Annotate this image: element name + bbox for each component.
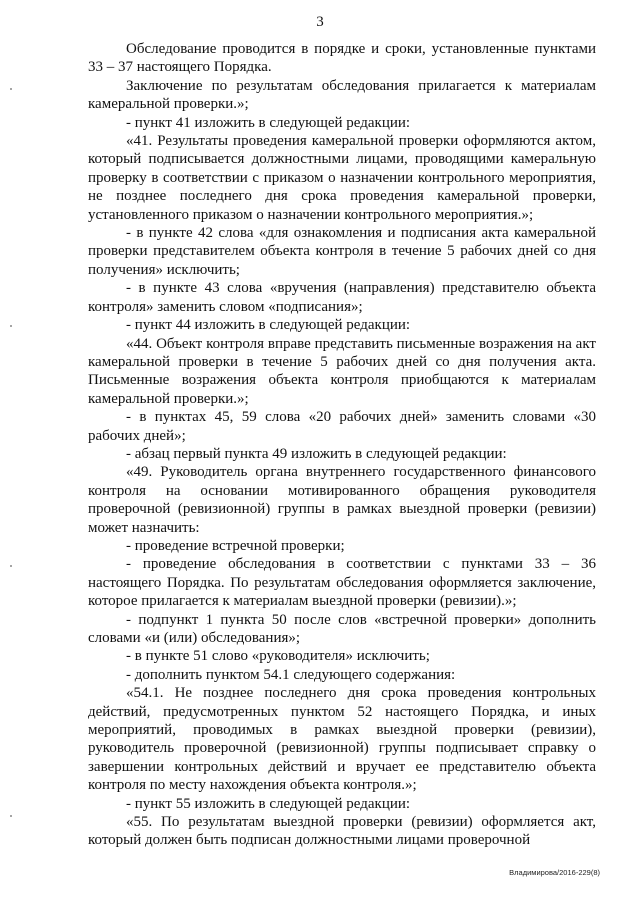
paragraph: «55. По результатам выездной проверки (ревизии) оформляется акт, который должен быть подписан должностными лицами проверочной xyxy=(88,814,596,849)
paragraph: - в пункте 43 слова «вручения (направления) представителю объекта контроля» заменить словом «подписания»; xyxy=(88,280,596,315)
scan-margin-mark xyxy=(10,325,12,327)
document-reference-code: Владимирова/2016-229(8) xyxy=(509,868,600,877)
paragraph: - пункт 41 изложить в следующей редакции: xyxy=(126,114,411,131)
paragraph: - проведение обследования в соответствии с пунктами 33 – 36 настоящего Порядка. По результатам обследования оформляется заключение, которое прилагается к материалам выездной проверки (ревизии).»; xyxy=(88,556,596,610)
paragraph: - проведение встречной проверки; xyxy=(126,537,345,554)
paragraph: - пункт 55 изложить в следующей редакции: xyxy=(126,795,411,812)
paragraph: - в пункте 51 слово «руководителя» исключить; xyxy=(126,648,430,665)
page-number: 3 xyxy=(316,14,324,30)
scan-margin-mark xyxy=(10,565,12,567)
document-body xyxy=(88,40,596,850)
paragraph: «41. Результаты проведения камеральной проверки оформляются актом, который подписывается должностными лицами, проводящими камеральную проверку в соответствии с приказом о назначении контрольного мероприятия, не позднее последнего дня срока проведения камеральной проверки, установленного приказом о назначении контрольного мероприятия.»; xyxy=(88,133,596,223)
paragraph: «44. Объект контроля вправе представить письменные возражения на акт камеральной проверки в течение 5 рабочих дней со дня получения акта. Письменные возражения объекта контроля приобщаются к материалам камеральной проверки.»; xyxy=(88,335,596,407)
paragraph: Обследование проводится в порядке и сроки, установленные пунктами 33 – 37 настоящего Порядка. xyxy=(88,41,596,76)
paragraph: - в пункте 42 слова «для ознакомления и подписания акта камеральной проверки представителем объекта контроля в течение 5 рабочих дней со дня получения» исключить; xyxy=(88,225,596,278)
paragraph: «49. Руководитель органа внутреннего государственного финансового контроля на основании мотивированного обращения руководителя проверочной (ревизионной) группы в рамках выездной проверки (ревизии) может назначить: xyxy=(88,464,596,536)
paragraph: - в пунктах 45, 59 слова «20 рабочих дней» заменить словами «30 рабочих дней»; xyxy=(88,409,596,444)
paragraph: - подпункт 1 пункта 50 после слов «встречной проверки» дополнить словами «и (или) обследования»; xyxy=(88,611,596,646)
scan-margin-mark xyxy=(10,815,12,817)
paragraph: - дополнить пунктом 54.1 следующего содержания: xyxy=(126,666,456,683)
paragraph: - пункт 44 изложить в следующей редакции: xyxy=(126,317,411,334)
paragraph: - абзац первый пункта 49 изложить в следующей редакции: xyxy=(126,445,507,462)
paragraph: «54.1. Не позднее последнего дня срока проведения контрольных действий, предусмотренных пунктом 52 настоящего Порядка, и иных мероприятий, проводимых в рамках выездной проверки (ревизии), руководитель проверочной (ревизионной) группы подписывает справку о завершении контрольных действий и вручает ее представителю объекта контроля по месту нахождения объекта контроля.»; xyxy=(88,685,596,794)
scan-margin-mark xyxy=(10,88,12,90)
paragraph: Заключение по результатам обследования прилагается к материалам камеральной проверки.»; xyxy=(88,77,596,113)
